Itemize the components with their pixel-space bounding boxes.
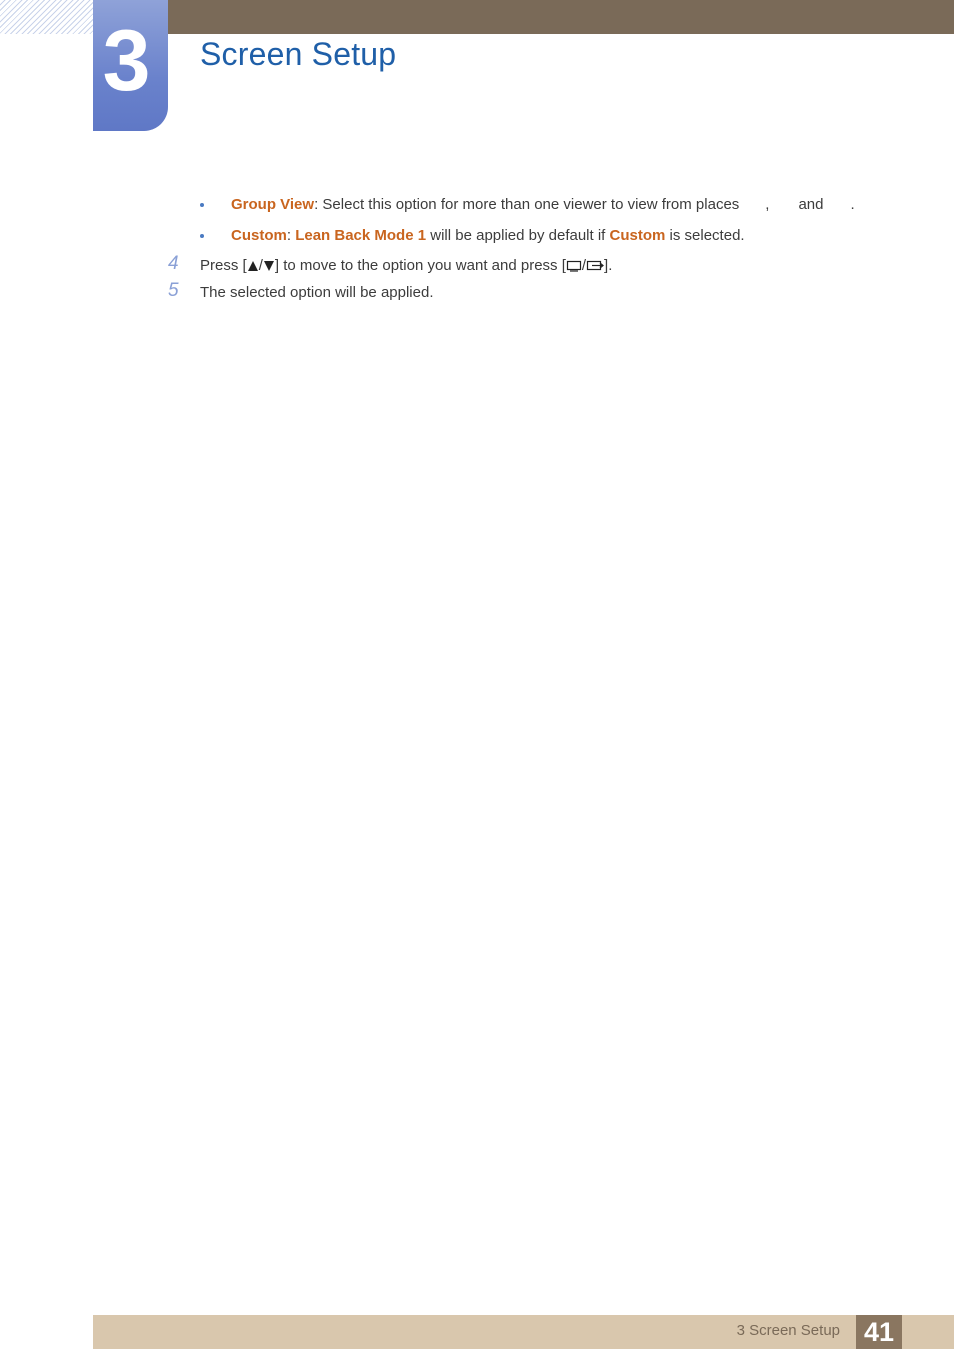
- option-description: Select this option for more than one viewer to view from places: [318, 196, 740, 213]
- step-number: 5: [168, 280, 179, 301]
- menu-button-icon: [566, 259, 582, 276]
- footer-section-label: 3 Screen Setup: [736, 1322, 840, 1339]
- header-bar: [168, 0, 954, 34]
- enter-button-icon: [586, 259, 604, 276]
- page-title: Screen Setup: [200, 36, 397, 72]
- chapter-number-tab: [93, 0, 168, 131]
- bullet-dot-icon: [200, 203, 204, 207]
- up-arrow-icon: [247, 259, 259, 276]
- chapter-number: 3: [102, 13, 151, 109]
- option-term: Group View: [231, 196, 315, 213]
- down-arrow-icon: [263, 259, 275, 276]
- option-term-custom: Custom: [609, 227, 666, 244]
- option-description: will be applied by default if: [426, 227, 610, 244]
- bullet-dot-icon: [200, 234, 204, 238]
- step-number: 4: [168, 253, 179, 274]
- option-term-mode: Lean Back Mode 1: [295, 227, 427, 244]
- option-term: Custom: [231, 227, 287, 244]
- page-number: 41: [856, 1315, 902, 1349]
- header-hatch-decoration: [0, 0, 93, 34]
- step-text: The selected option will be applied.: [200, 284, 434, 301]
